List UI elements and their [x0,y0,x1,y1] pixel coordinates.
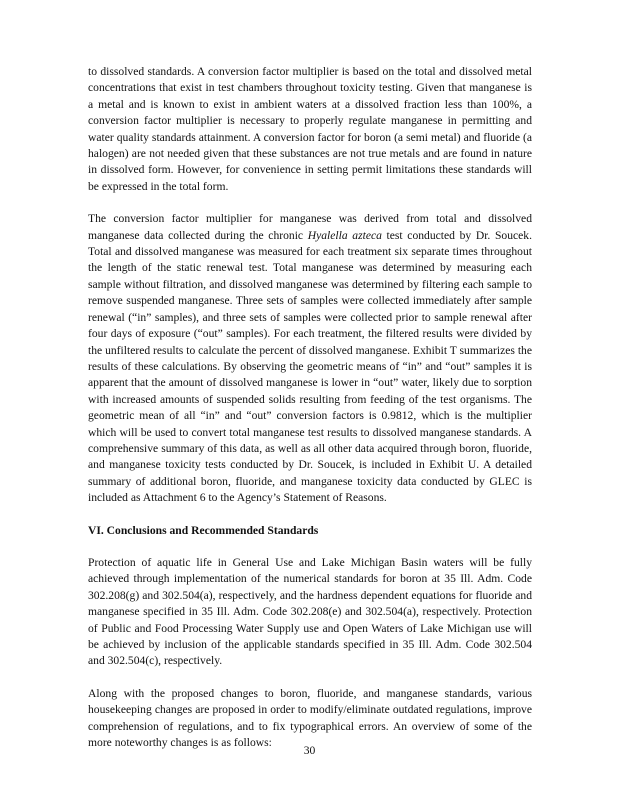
page-body [88,64,532,767]
paragraph-housekeeping: Along with the proposed changes to boron, fluoride, and manganese standards, various housekeeping changes are proposed in order to modify/eliminate outdated regulations, improve comprehension of regulations, and to fix typographical errors. An overview of some of the more noteworthy changes is as follows: [88,686,532,750]
paragraph-conversion-factor: to dissolved standards. A conversion factor multiplier is based on the total and dissolved metal concentrations that exist in test chambers throughout toxicity testing. Given that manganese is a metal and is known to exist in ambient waters at a dissolved fraction less than 100%, a conversion factor multiplier is necessary to properly regulate manganese in permitting and water quality standards attainment. A conversion factor for boron (a semi metal) and fluoride (a halogen) are not needed given that these substances are not true metals and are found in nature in dissolved form. However, for convenience in setting permit limitations these standards will be expressed in the total form. [88,65,532,193]
paragraph-protection: Protection of aquatic life in General Use and Lake Michigan Basin waters will be fully achieved through implementation of the numerical standards for boron at 35 Ill. Adm. Code 302.208(g) and 302.504(a), respectively, and the hardness dependent equations for fluoride and manganese specified in 35 Ill. Adm. Code 302.208(e) and 302.504(a), respectively. Protection of Public and Food Processing Water Supply use and Open Waters of Lake Michigan use will be achieved by inclusion of the applicable standards specified in 35 Ill. Adm. Code 302.504 and 302.504(c), respectively. [88,555,532,668]
paragraph-text-after-species: test conducted by Dr. Soucek. Total and dissolved manganese was measured for each treatment six separate times throughout the length of the static renewal test. Total manganese was determined by measuring each sample without filtration, and dissolved manganese was determined by filtering each sample to remove suspended manganese. Three sets of samples were collected immediately after sample renewal (“in” samples), and three sets of samples were collected prior to sample renewal after four days of exposure (“out” samples). For each treatment, the filtered results were divided by the unfiltered results to calculate the percent of dissolved manganese. Exhibit T summarizes the results of these calculations. By observing the geometric means of “in” and “out” samples it is apparent that the amount of dissolved manganese is lower in “out” water, likely due to sorption with increased amounts of suspended solids resulting from feeding of the test organisms. The geometric mean of all “in” and “out” conversion factors is 0.9812, which is the multiplier which will be used to convert total manganese test results to dissolved manganese standards. A comprehensive summary of this data, as well as all other data acquired through boron, fluoride, and manganese toxicity tests conducted by Dr. Soucek, is included in Exhibit U. A detailed summary of additional boron, fluoride, and manganese toxicity data conducted by GLEC is included as Attachment 6 to the Agency’s Statement of Reasons. [88,228,532,505]
paragraph-manganese-derivation [88,211,532,506]
page-number: 30 [303,744,316,757]
paragraph-text-before-species: The conversion factor multiplier for manganese was derived from total and dissolved manganese data collected during the chronic [88,212,532,242]
section-heading: VI. Conclusions and Recommended Standards [88,523,319,537]
species-name: Hyalella azteca [307,228,382,242]
